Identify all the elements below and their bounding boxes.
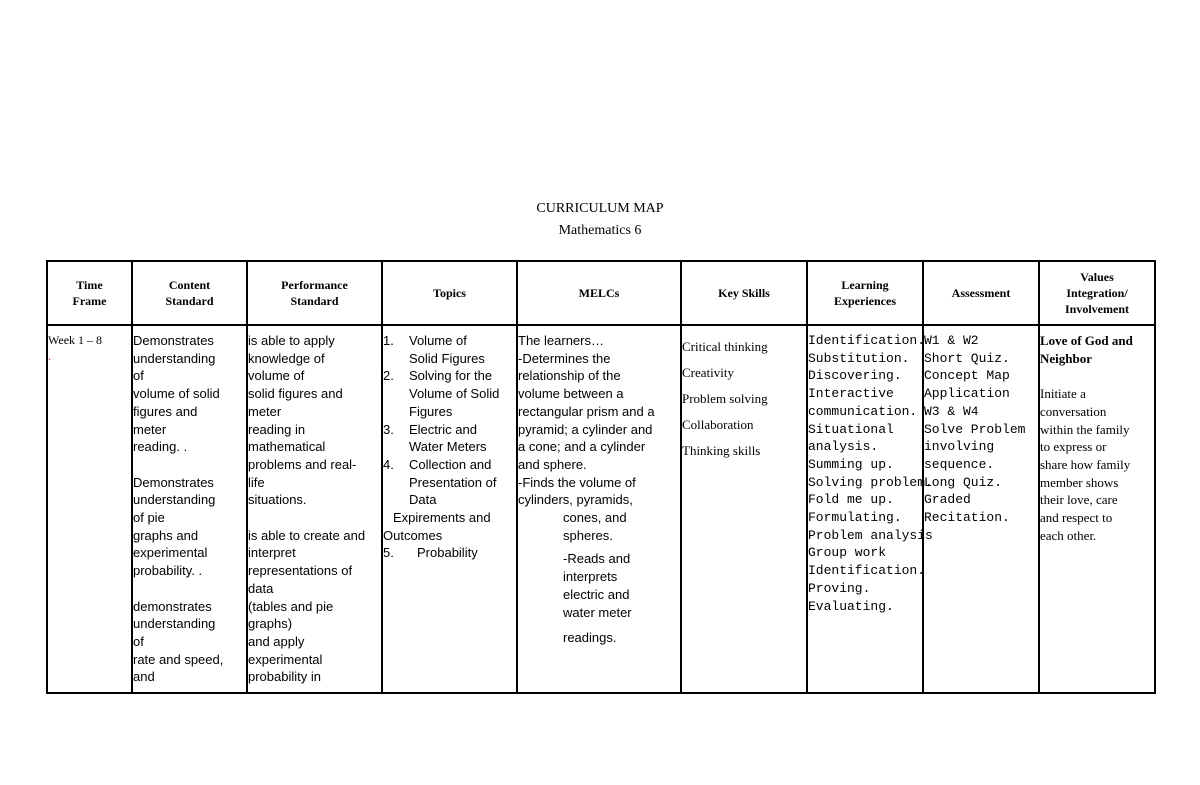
content-standard-line: rate and speed,: [133, 651, 224, 667]
topic-text-line: Volume of Solid: [409, 386, 500, 402]
content-standard-line: understanding: [133, 492, 216, 508]
learning-experience-line: Evaluating.: [808, 598, 894, 614]
header-melcs: MELCs: [517, 261, 681, 325]
performance-standard-line: problems and real-: [248, 456, 357, 472]
learning-experience-line: Proving.: [808, 580, 871, 596]
content-standard-line: Demonstrates: [133, 333, 214, 348]
topic-number: 4.: [383, 456, 394, 472]
assessment-line: Application: [924, 386, 1010, 402]
performance-standard-line: [248, 509, 381, 527]
learning-experience-line: Substitution.: [808, 350, 910, 366]
assessment-line: involving: [924, 439, 995, 455]
melcs-reads-list: [518, 550, 680, 621]
cell-assessment: [923, 325, 1039, 693]
values-text-line: to express or: [1040, 439, 1107, 455]
topic-item: [383, 332, 516, 367]
content-standard-line: volume of solid: [133, 386, 220, 402]
cell-content-standard: [132, 325, 247, 693]
performance-standard-line: is able to apply: [248, 333, 335, 348]
performance-standard-line: solid figures and: [248, 386, 343, 402]
cell-time-frame: [47, 325, 132, 693]
performance-standard-line: meter: [248, 403, 282, 419]
cell-learning-experiences: [807, 325, 933, 693]
melc-reads-line: -Reads and: [563, 551, 631, 567]
learning-experience-line: Problem analysis: [808, 527, 933, 543]
assessment-line: Recitation.: [924, 510, 1010, 526]
assessment-list: [924, 332, 1038, 527]
topic-text-line: Collection and: [409, 456, 492, 472]
cell-values: [1039, 325, 1155, 693]
performance-standard-line: data: [248, 580, 274, 596]
topic-item: [383, 456, 516, 509]
document-title-block: [0, 198, 1200, 242]
content-standard-line: meter: [133, 421, 167, 437]
melc-line: and sphere.: [518, 456, 587, 472]
key-skill-item: Thinking skills: [682, 443, 761, 458]
topic-text: [409, 421, 487, 456]
header-row: [47, 261, 1155, 325]
header-key-skills: Key Skills: [681, 261, 807, 325]
performance-standard-line: mathematical: [248, 439, 326, 455]
header-assessment: Assessment: [923, 261, 1039, 325]
topic-number: 3.: [383, 421, 394, 437]
content-standard-line: experimental: [133, 545, 208, 561]
document-title: CURRICULUM MAP: [536, 201, 664, 216]
key-skill-item: Collaboration: [682, 417, 754, 432]
learning-experience-line: Identification.: [808, 563, 926, 579]
content-standard-list: [133, 332, 246, 686]
content-standard-line: of: [133, 633, 144, 649]
topic-number: 2.: [383, 368, 394, 384]
content-standard-line: and: [133, 669, 155, 685]
content-standard-line: [133, 456, 246, 474]
topic-text-line: Volume of: [409, 333, 467, 348]
content-standard-line: [133, 580, 246, 598]
melc-line: rectangular prism and a: [518, 403, 655, 419]
melcs-indented-list: [518, 509, 680, 544]
performance-standard-line: is able to create and: [248, 527, 366, 543]
learning-experience-line: Identification.: [808, 333, 926, 348]
content-standard-line: graphs and: [133, 527, 199, 543]
content-standard-line: reading. .: [133, 439, 188, 455]
header-content-standard: Content Standard: [132, 261, 247, 325]
topic-text: [409, 367, 499, 420]
learning-experience-line: communication.: [808, 403, 918, 419]
topic-text: [409, 332, 485, 367]
content-standard-line: understanding: [133, 350, 216, 366]
topic-text-line: Presentation of: [409, 474, 497, 490]
header-performance-standard: Performance Standard: [247, 261, 382, 325]
values-text-line: conversation: [1040, 403, 1107, 419]
melc-indented-line: spheres.: [563, 527, 613, 543]
assessment-line: Graded: [924, 492, 971, 508]
performance-standard-line: probability in: [248, 669, 321, 685]
topic-text-line: Solid Figures: [409, 350, 485, 366]
content-standard-line: of pie: [133, 510, 165, 526]
performance-standard-line: graphs): [248, 616, 293, 632]
assessment-line: W3 & W4: [924, 403, 979, 419]
performance-standard-list: [248, 332, 381, 686]
learning-experience-line: Group work: [808, 545, 887, 561]
performance-standard-line: reading in: [248, 421, 306, 437]
assessment-line: Concept Map: [924, 368, 1010, 384]
key-skills-list: [682, 332, 806, 468]
values-text-line: Initiate a: [1040, 386, 1086, 402]
time-mark: .: [48, 349, 51, 364]
performance-standard-line: representations of: [248, 563, 353, 579]
header-values: Values Integration/ Involvement: [1039, 261, 1155, 325]
assessment-line: Short Quiz.: [924, 350, 1010, 366]
topics-list: [383, 332, 516, 509]
cell-melcs: [517, 325, 681, 693]
learning-experience-line: Discovering.: [808, 368, 902, 384]
values-text-line: and respect to: [1040, 510, 1113, 526]
learning-experience-line: Fold me up.: [808, 492, 894, 508]
assessment-line: W1 & W2: [924, 333, 979, 348]
content-row: [47, 325, 1155, 693]
topic-item: [383, 421, 516, 456]
learning-experience-line: Solving problem.: [808, 474, 933, 490]
melc-line: cylinders, pyramids,: [518, 492, 633, 508]
topic-number: 1.: [383, 333, 394, 348]
values-text-line: each other.: [1040, 527, 1097, 543]
assessment-line: sequence.: [924, 456, 995, 472]
performance-standard-line: experimental: [248, 651, 323, 667]
performance-standard-line: interpret: [248, 545, 296, 561]
document-subtitle: Mathematics 6: [558, 223, 642, 238]
content-standard-line: demonstrates: [133, 598, 212, 614]
topic-text-line: Electric and: [409, 421, 477, 437]
performance-standard-line: knowledge of: [248, 350, 325, 366]
melc-indented-line: cones, and: [563, 510, 627, 526]
key-skill-item: Creativity: [682, 365, 734, 380]
learning-experience-line: Formulating.: [808, 510, 902, 526]
performance-standard-line: situations.: [248, 492, 307, 508]
content-standard-line: of: [133, 368, 144, 384]
melcs-last-line: readings.: [563, 630, 617, 646]
performance-standard-line: (tables and pie: [248, 598, 334, 614]
cell-key-skills: [681, 325, 807, 693]
key-skill-item: Critical thinking: [682, 339, 768, 354]
values-text-line: within the family: [1040, 421, 1130, 437]
topic-item-5: 5. Probability: [383, 545, 478, 561]
topic-item: [383, 367, 516, 420]
melc-reads-line: electric and: [563, 586, 630, 602]
topic-text: [409, 456, 496, 509]
header-time-frame: Time Frame: [47, 261, 132, 325]
header-learning-experiences: Learning Experiences: [807, 261, 923, 325]
cell-topics: [382, 325, 517, 693]
curriculum-map-table: [46, 260, 1156, 694]
content-standard-line: probability. .: [133, 563, 203, 579]
time-frame-text: Week 1 – 8: [48, 333, 103, 347]
content-standard-line: Demonstrates: [133, 474, 214, 490]
values-title-line-1: Love of God and: [1040, 333, 1133, 348]
melc-line: -Determines the: [518, 350, 611, 366]
melc-line: volume between a: [518, 386, 624, 402]
topic-text-line: Solving for the: [409, 368, 493, 384]
key-skill-item: Problem solving: [682, 391, 768, 406]
content-standard-line: figures and: [133, 403, 198, 419]
topic-text-line: Figures: [409, 403, 453, 419]
assessment-line: Solve Problem: [924, 421, 1026, 437]
melc-line: relationship of the: [518, 368, 621, 384]
cell-performance-standard: [247, 325, 382, 693]
performance-standard-line: and apply: [248, 633, 305, 649]
melc-reads-line: interprets: [563, 569, 618, 585]
content-standard-line: understanding: [133, 616, 216, 632]
melc-line: -Finds the volume of: [518, 474, 636, 490]
header-topics: Topics: [382, 261, 517, 325]
learning-experiences-list: [808, 332, 933, 615]
values-text-line: share how family: [1040, 456, 1131, 472]
melc-line: a cone; and a cylinder: [518, 439, 646, 455]
melcs-list: [518, 332, 680, 509]
values-text-list: [1040, 385, 1154, 544]
melc-reads-line: water meter: [563, 604, 632, 620]
learning-experience-line: Situational: [808, 421, 894, 437]
topic-text-line: Water Meters: [409, 439, 487, 455]
learning-experience-line: Summing up.: [808, 456, 894, 472]
learning-experience-line: Interactive: [808, 386, 894, 402]
values-text-line: their love, care: [1040, 492, 1118, 508]
topic-text-line: Data: [409, 492, 437, 508]
melc-line: The learners…: [518, 333, 604, 348]
performance-standard-line: volume of: [248, 368, 305, 384]
performance-standard-line: life: [248, 474, 265, 490]
topic-extra-line-1: Expirements and: [393, 510, 491, 526]
topic-extra-line-2: Outcomes: [383, 527, 443, 543]
learning-experience-line: analysis.: [808, 439, 879, 455]
values-text-line: member shows: [1040, 474, 1119, 490]
values-title-line-2: Neighbor: [1040, 350, 1092, 366]
assessment-line: Long Quiz.: [924, 474, 1003, 490]
melc-line: pyramid; a cylinder and: [518, 421, 653, 437]
